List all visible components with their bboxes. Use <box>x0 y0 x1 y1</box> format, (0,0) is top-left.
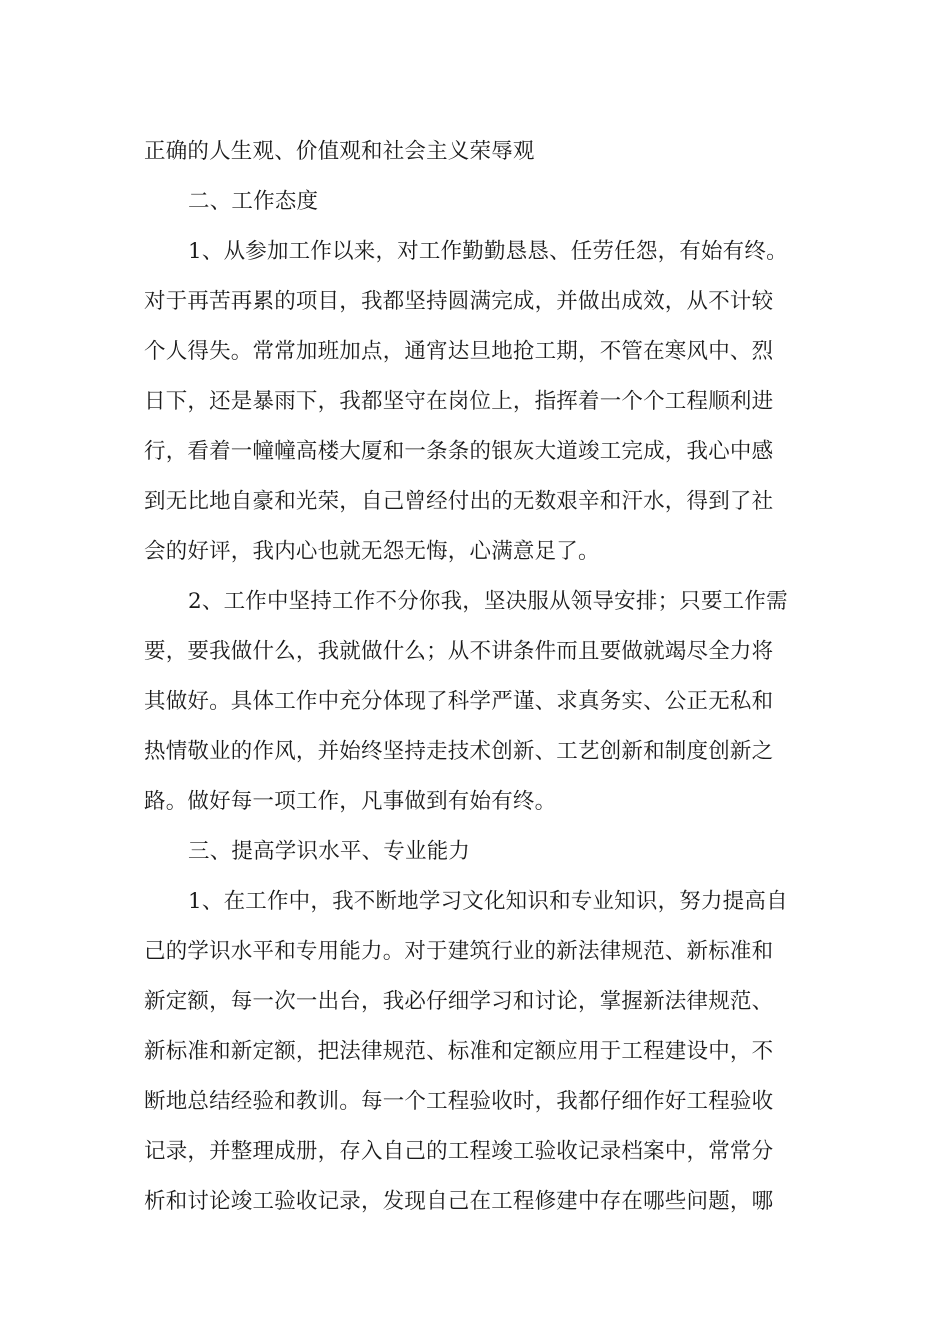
text-line: 新标准和新定额，把法律规范、标准和定额应用于工程建设中，不 <box>144 1039 774 1064</box>
text-line: 行，看着一幢幢高楼大厦和一条条的银灰大道竣工完成，我心中感 <box>144 439 774 464</box>
text-line: 2、工作中坚持工作不分你我，坚决服从领导安排；只要工作需 <box>188 589 788 614</box>
section-heading: 二、工作态度 <box>188 189 319 214</box>
text-line: 热情敬业的作风，并始终坚持走技术创新、工艺创新和制度创新之 <box>144 739 774 764</box>
text-line: 析和讨论竣工验收记录，发现自己在工程修建中存在哪些问题，哪 <box>144 1189 774 1214</box>
text-line: 1、在工作中，我不断地学习文化知识和专业知识，努力提高自 <box>188 889 788 914</box>
text-line: 到无比地自豪和光荣，自己曾经付出的无数艰辛和汗水，得到了社 <box>144 489 774 514</box>
section-heading: 三、提高学识水平、专业能力 <box>188 839 471 864</box>
text-line: 正确的人生观、价值观和社会主义荣辱观 <box>144 139 535 164</box>
text-line: 记录，并整理成册，存入自己的工程竣工验收记录档案中，常常分 <box>144 1139 774 1164</box>
text-line: 个人得失。常常加班加点，通宵达旦地抢工期，不管在寒风中、烈 <box>144 339 774 364</box>
text-line: 对于再苦再累的项目，我都坚持圆满完成，并做出成效，从不计较 <box>144 289 774 314</box>
text-line: 断地总结经验和教训。每一个工程验收时，我都仔细作好工程验收 <box>144 1089 774 1114</box>
text-line: 会的好评，我内心也就无怨无悔，心满意足了。 <box>144 539 600 564</box>
text-line: 己的学识水平和专用能力。对于建筑行业的新法律规范、新标准和 <box>144 939 774 964</box>
text-line: 要，要我做什么，我就做什么；从不讲条件而且要做就竭尽全力将 <box>144 639 774 664</box>
text-line: 日下，还是暴雨下，我都坚守在岗位上，指挥着一个个工程顺利进 <box>144 389 774 414</box>
text-line: 路。做好每一项工作，凡事做到有始有终。 <box>144 789 557 814</box>
text-line: 新定额，每一次一出台，我必仔细学习和讨论，掌握新法律规范、 <box>144 989 774 1014</box>
text-line: 其做好。具体工作中充分体现了科学严谨、求真务实、公正无私和 <box>144 689 774 714</box>
text-line: 1、从参加工作以来，对工作勤勤恳恳、任劳任怨，有始有终。 <box>188 239 788 264</box>
